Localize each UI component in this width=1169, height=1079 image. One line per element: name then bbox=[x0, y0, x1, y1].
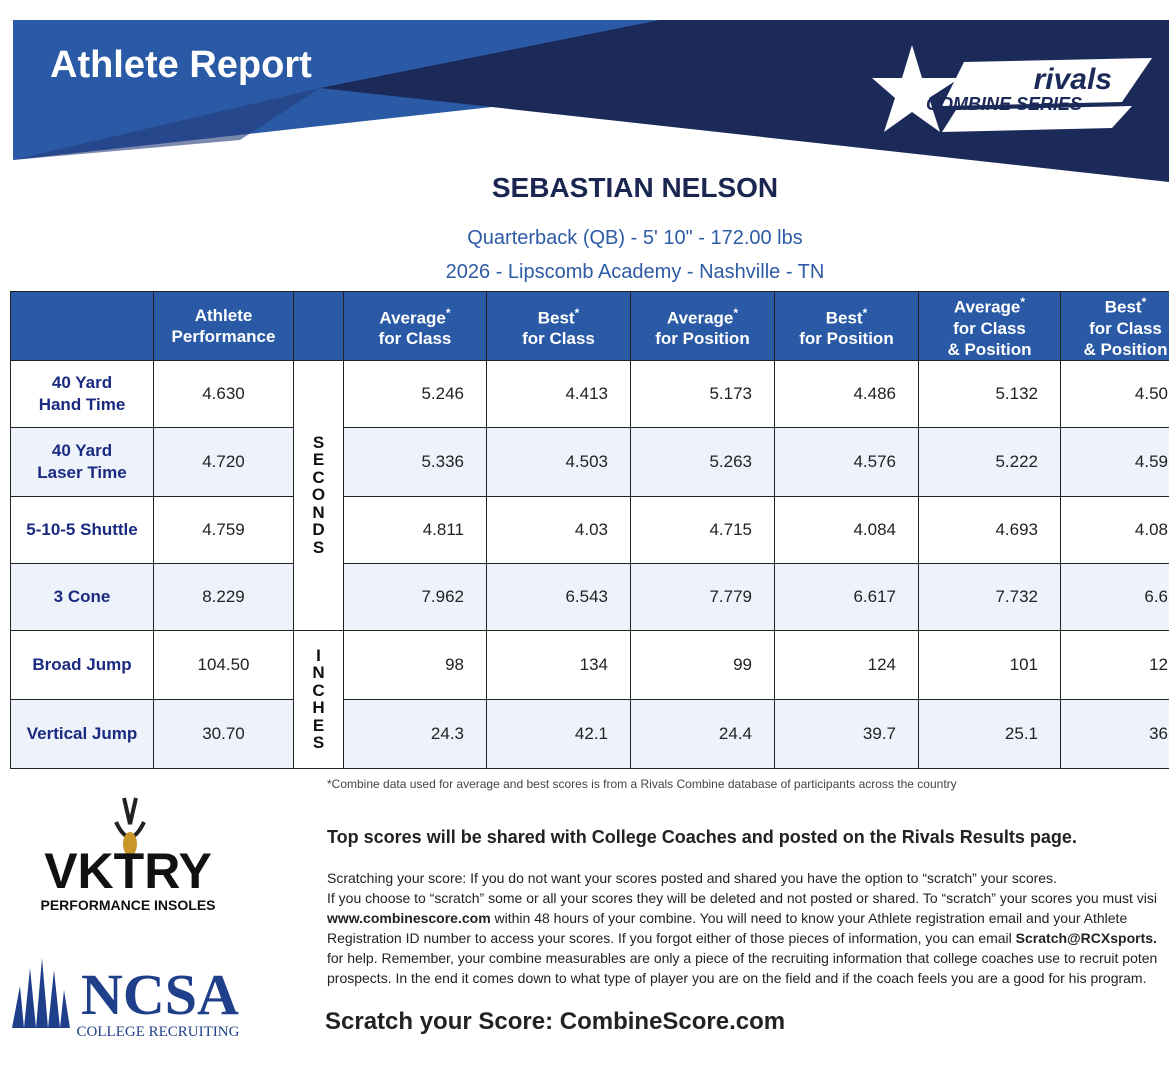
header-best-for-class: Best* for Class bbox=[487, 292, 631, 361]
table-row bbox=[11, 563, 1169, 630]
rivals-combine-logo bbox=[872, 40, 1157, 140]
avg-class-position-cell: 5.132 bbox=[919, 360, 1061, 427]
scratch-line: If you choose to “scratch” some or all your scores they will be deleted and not posted or shared. To “scratch” your scores you must visi bbox=[327, 890, 1158, 906]
scratch-score-footer: Scratch your Score: CombineScore.com bbox=[325, 1008, 786, 1035]
table-row bbox=[11, 427, 1169, 496]
best-class-cell: 134 bbox=[487, 630, 631, 699]
scratch-line: prospects. In the end it comes down to what type of player you are on the field and if the coach feels you are a good for his program. bbox=[327, 970, 1147, 986]
header-average-for-class-position: Average* for Class & Position bbox=[919, 292, 1061, 361]
svg-text:NCSA: NCSA bbox=[81, 962, 239, 1027]
svg-text:rivals: rivals bbox=[1033, 63, 1112, 96]
header-best-for-class-position: Best* for Class & Position bbox=[1061, 292, 1169, 361]
best-position-cell: 124 bbox=[775, 630, 919, 699]
athlete-performance-cell: 104.50 bbox=[154, 630, 294, 699]
unit-inches: I N C H E S bbox=[294, 630, 344, 768]
athlete-performance-cell: 4.759 bbox=[154, 496, 294, 563]
best-class-cell: 4.03 bbox=[487, 496, 631, 563]
avg-class-cell: 5.336 bbox=[344, 427, 487, 496]
header-average-for-position: Average* for Position bbox=[631, 292, 775, 361]
avg-class-cell: 24.3 bbox=[344, 699, 487, 768]
avg-position-cell: 24.4 bbox=[631, 699, 775, 768]
top-scores-notice: Top scores will be shared with College Coaches and posted on the Rivals Results page. bbox=[327, 827, 1077, 847]
avg-class-cell: 98 bbox=[344, 630, 487, 699]
best-class-cell: 6.543 bbox=[487, 563, 631, 630]
row-label: 3 Cone bbox=[11, 563, 154, 630]
scratch-line: Scratching your score: If you do not want your scores posted and shared you have the option to “scratch” your scores. bbox=[327, 870, 1057, 886]
best-class-cell: 42.1 bbox=[487, 699, 631, 768]
avg-class-position-cell: 25.1 bbox=[919, 699, 1061, 768]
row-label: Vertical Jump bbox=[11, 699, 154, 768]
athlete-name: SEBASTIAN NELSON bbox=[491, 172, 779, 203]
best-position-cell: 4.084 bbox=[775, 496, 919, 563]
combinescore-link[interactable]: www.combinescore.com bbox=[327, 910, 491, 926]
avg-class-cell: 5.246 bbox=[344, 360, 487, 427]
best-class-position-cell: 12 bbox=[1061, 630, 1169, 699]
avg-position-cell: 99 bbox=[631, 630, 775, 699]
row-label: 40 Yard Hand Time bbox=[11, 360, 154, 427]
best-position-cell: 6.617 bbox=[775, 563, 919, 630]
table-row bbox=[11, 699, 1169, 768]
avg-position-cell: 7.779 bbox=[631, 563, 775, 630]
svg-text:VKTRY: VKTRY bbox=[44, 843, 212, 899]
header-best-for-position: Best* for Position bbox=[775, 292, 919, 361]
avg-position-cell: 5.263 bbox=[631, 427, 775, 496]
scratch-instructions bbox=[327, 868, 1169, 988]
best-position-cell: 39.7 bbox=[775, 699, 919, 768]
avg-class-position-cell: 4.693 bbox=[919, 496, 1061, 563]
row-label: Broad Jump bbox=[11, 630, 154, 699]
row-label: 40 Yard Laser Time bbox=[11, 427, 154, 496]
athlete-performance-cell: 4.630 bbox=[154, 360, 294, 427]
athlete-position-height-weight: Quarterback (QB) - 5' 10" - 172.00 lbs bbox=[467, 227, 803, 249]
unit-seconds: S E C O N D S bbox=[294, 360, 344, 630]
header-athlete-performance: Athlete Performance bbox=[154, 292, 294, 361]
svg-text:COMBINE SERIES: COMBINE SERIES bbox=[925, 94, 1082, 114]
athlete-performance-cell: 8.229 bbox=[154, 563, 294, 630]
athlete-school: 2026 - Lipscomb Academy - Nashville - TN bbox=[445, 261, 825, 283]
svg-text:COLLEGE RECRUITING: COLLEGE RECRUITING bbox=[76, 1024, 240, 1040]
table-footnote: *Combine data used for average and best scores is from a Rivals Combine database of participants across the country bbox=[327, 777, 957, 791]
header-blank bbox=[11, 292, 154, 361]
ncsa-logo bbox=[10, 956, 250, 1042]
best-class-cell: 4.413 bbox=[487, 360, 631, 427]
best-class-position-cell: 6.6 bbox=[1061, 563, 1169, 630]
avg-class-cell: 7.962 bbox=[344, 563, 487, 630]
best-class-position-cell: 4.50 bbox=[1061, 360, 1169, 427]
best-class-cell: 4.503 bbox=[487, 427, 631, 496]
best-class-position-cell: 4.59 bbox=[1061, 427, 1169, 496]
table-row bbox=[11, 360, 1169, 427]
vktry-logo bbox=[12, 794, 244, 920]
athlete-performance-cell: 4.720 bbox=[154, 427, 294, 496]
header-unit-blank bbox=[294, 292, 344, 361]
header-average-for-class: Average* for Class bbox=[344, 292, 487, 361]
best-class-position-cell: 36 bbox=[1061, 699, 1169, 768]
table-row bbox=[11, 630, 1169, 699]
scratch-line: for help. Remember, your combine measurables are only a piece of the recruiting information that college coaches use to recruit poten bbox=[327, 950, 1158, 966]
avg-class-position-cell: 5.222 bbox=[919, 427, 1061, 496]
avg-position-cell: 4.715 bbox=[631, 496, 775, 563]
row-label: 5-10-5 Shuttle bbox=[11, 496, 154, 563]
report-title: Athlete Report bbox=[50, 44, 312, 86]
svg-text:PERFORMANCE INSOLES: PERFORMANCE INSOLES bbox=[40, 897, 216, 913]
scratch-line: Registration ID number to access your scores. If you forgot either of those pieces of information, you can email Scratch@RCXsports. bbox=[327, 930, 1157, 946]
best-position-cell: 4.576 bbox=[775, 427, 919, 496]
table-row bbox=[11, 496, 1169, 563]
avg-class-cell: 4.811 bbox=[344, 496, 487, 563]
avg-position-cell: 5.173 bbox=[631, 360, 775, 427]
scratch-line: www.combinescore.com within 48 hours of your combine. You will need to know your Athlete registration email and your Athlete bbox=[327, 910, 1128, 926]
athlete-performance-cell: 30.70 bbox=[154, 699, 294, 768]
avg-class-position-cell: 101 bbox=[919, 630, 1061, 699]
results-table bbox=[10, 291, 1169, 769]
header-row bbox=[11, 292, 1169, 361]
best-class-position-cell: 4.08 bbox=[1061, 496, 1169, 563]
scratch-email-link[interactable]: Scratch@RCXsports. bbox=[1015, 930, 1157, 946]
avg-class-position-cell: 7.732 bbox=[919, 563, 1061, 630]
best-position-cell: 4.486 bbox=[775, 360, 919, 427]
